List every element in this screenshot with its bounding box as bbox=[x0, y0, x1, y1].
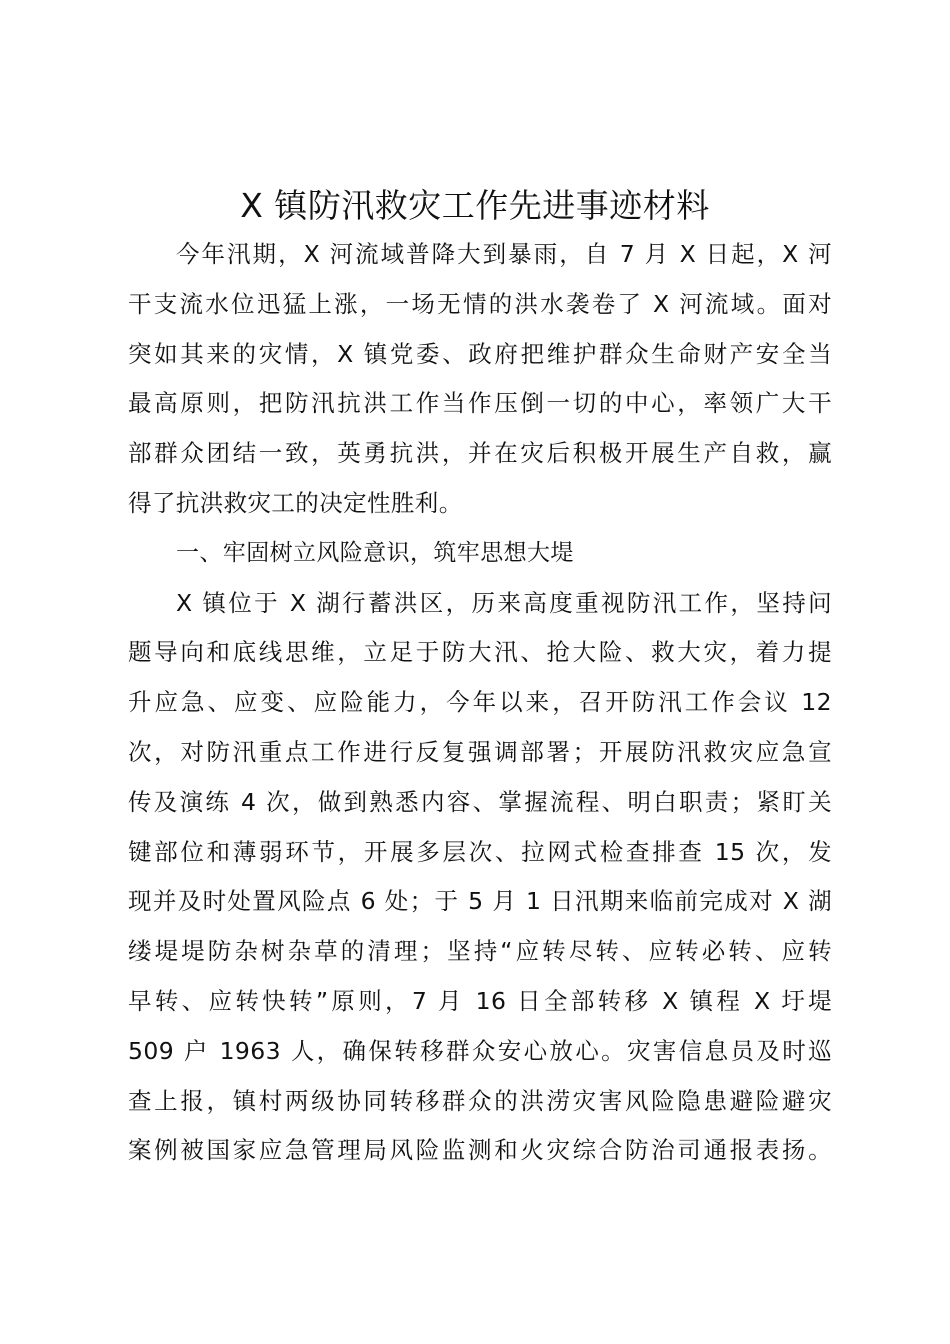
document-body bbox=[128, 230, 832, 1176]
paragraph-line: 早转、应转快转”原则，7 月 16 日全部转移 X 镇程 X 圩堤 bbox=[128, 986, 832, 1015]
paragraph-line: 最高原则，把防汛抗洪工作当作压倒一切的中心，率领广大干 bbox=[128, 389, 832, 418]
document-title: X 镇防汛救灾工作先进事迹材料 bbox=[240, 186, 710, 225]
paragraph-line: 查上报，镇村两级协同转移群众的洪涝灾害风险隐患避险避灾 bbox=[128, 1086, 832, 1115]
paragraph-line: 升应急、应变、应险能力，今年以来，召开防汛工作会议 12 bbox=[128, 688, 832, 717]
paragraph-line: 509 户 1963 人，确保转移群众安心放心。灾害信息员及时巡 bbox=[128, 1036, 832, 1065]
paragraph-line: 传及演练 4 次，做到熟悉内容、掌握流程、明白职责；紧盯关 bbox=[128, 787, 832, 816]
paragraph-line: 得了抗洪救灾工的决定性胜利。 bbox=[128, 488, 463, 517]
paragraph-line: 干支流水位迅猛上涨，一场无情的洪水袭卷了 X 河流域。面对 bbox=[128, 289, 832, 318]
paragraph-line: 题导向和底线思维，立足于防大汛、抢大险、救大灾，着力提 bbox=[128, 638, 832, 667]
paragraph-line: 缕堤堤防杂树杂草的清理；坚持“应转尽转、应转必转、应转 bbox=[128, 937, 832, 966]
section-heading: 一、牢固树立风险意识，筑牢思想大堤 bbox=[176, 539, 574, 566]
paragraph-line: 部群众团结一致，英勇抗洪，并在灾后积极开展生产自救，赢 bbox=[128, 439, 832, 468]
paragraph-line: 今年汛期，X 河流域普降大到暴雨，自 7 月 X 日起，X 河 bbox=[176, 240, 832, 268]
paragraph-line: 现并及时处置风险点 6 处；于 5 月 1 日汛期来临前完成对 X 湖 bbox=[128, 887, 832, 916]
paragraph-line: 次，对防汛重点工作进行反复强调部署；开展防汛救灾应急宣 bbox=[128, 737, 832, 766]
paragraph-line: X 镇位于 X 湖行蓄洪区，历来高度重视防汛工作，坚持问 bbox=[176, 588, 832, 617]
paragraph-line: 突如其来的灾情，X 镇党委、政府把维护群众生命财产安全当 bbox=[128, 339, 832, 368]
paragraph-line: 案例被国家应急管理局风险监测和火灾综合防治司通报表扬。 bbox=[128, 1136, 832, 1165]
paragraph-line: 键部位和薄弱环节，开展多层次、拉网式检查排查 15 次，发 bbox=[128, 837, 832, 866]
